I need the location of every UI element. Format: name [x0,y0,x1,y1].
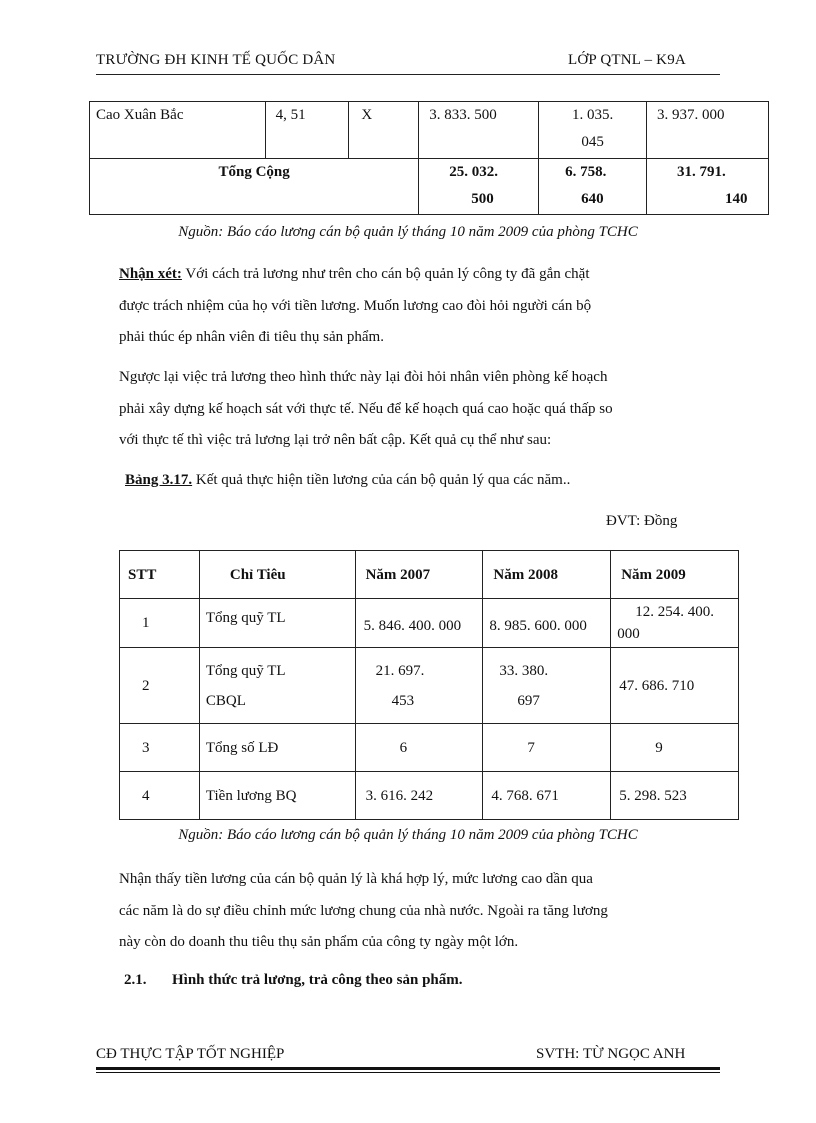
total-value [647,159,769,215]
text-line: Nhận thấy tiền lương của cán bộ quản lý là khá hợp lý, mức lương cao dần qua [119,871,593,887]
cell-line: 045 [581,134,604,150]
header-2007: Năm 2007 [355,551,483,599]
paragraph-2 [119,362,719,457]
source-note: Nguồn: Báo cáo lương cán bộ quản lý tháng 10 năm 2009 của phòng TCHC [178,827,638,843]
section-number: 2.1. [124,972,147,988]
footer-rule-thin [96,1072,720,1073]
section-title: Hình thức trả lương, trả công theo sản phẩm. [172,972,463,988]
cell-line: 21. 697. [375,662,425,679]
cell-line: 453 [391,692,415,709]
comment-label: Nhận xét: [119,266,182,282]
cell-value [539,102,647,159]
check-mark: X [349,102,419,159]
section-heading [124,972,463,989]
text-line: phải thúc ép nhân viên đi tiêu thụ sản phẩm. [119,329,384,345]
table-header-row [120,551,739,599]
footer-rule-thick [96,1067,720,1070]
text-line: các năm là do sự điều chỉnh mức lương chung của nhà nước. Ngoài ra tăng lương [119,902,608,919]
text-line: Với cách trả lương như trên cho cán bộ quản lý công ty đã gắn chặt [185,266,590,282]
header-2008: Năm 2008 [483,551,611,599]
cell-line: 6. 758. [565,164,607,180]
cell-line: Tổng quỹ TL [205,662,286,679]
row-stt: 2 [120,648,200,724]
salary-table-continued [89,101,769,215]
table-row [120,599,739,648]
text-line: được trách nhiệm của họ với tiền lương. Muốn lương cao đòi hỏi người cán bộ [119,297,592,314]
cell-value: 3. 833. 500 [419,102,539,159]
text-line: với thực tế thì việc trả lương lại trở nên bất cập. Kết quả cụ thể như sau: [119,432,552,448]
cell-value: 3. 937. 000 [647,102,769,159]
cell-line: 1. 035. [571,107,614,123]
salary-results-table [119,550,739,820]
total-value [539,159,647,215]
page-header [96,52,720,72]
table-row [120,772,739,820]
total-row [90,159,769,215]
source-note: Nguồn: Báo cáo lương cán bộ quản lý tháng 10 năm 2009 của phòng TCHC [178,224,638,240]
text-line: phải xây dựng kế hoạch sát với thực tế. Nếu để kế hoạch quá cao hoặc quá thấp so [119,400,613,417]
caption-text: Kết quả thực hiện tiền lương của cán bộ quản lý qua các năm.. [192,472,571,488]
cell-line: 697 [517,692,540,709]
cell-value: 47. 686. 710 [611,648,739,724]
table-caption [125,472,570,489]
cell-value [611,599,739,648]
unit-label: ĐVT: Đồng [606,513,678,529]
cell-value: 7 [483,724,611,772]
comment-paragraph [119,259,719,354]
salary-coefficient: 4, 51 [265,102,349,159]
cell-line: 25. 032. [449,164,499,180]
table-row [120,648,739,724]
header-indicator: Chỉ Tiêu [199,551,355,599]
row-label: Tổng số LĐ [199,724,355,772]
footer-student: SVTH: TỪ NGỌC ANH [536,1046,686,1062]
cell-line: 12. 254. 400. [635,604,714,620]
row-stt: 1 [120,599,200,648]
header-2009: Năm 2009 [611,551,739,599]
total-value [419,159,539,215]
employee-name: Cao Xuân Bắc [90,102,266,159]
cell-line: 000 [617,626,640,642]
cell-value: 5. 846. 400. 000 [355,599,483,648]
header-rule [96,74,720,75]
header-class: LỚP QTNL – K9A [568,52,686,68]
cell-line: 31. 791. [677,164,726,180]
cell-value: 5. 298. 523 [611,772,739,820]
header-school: TRƯỜNG ĐH KINH TẾ QUỐC DÂN [96,52,336,68]
page-footer [96,1046,720,1066]
cell-value: 8. 985. 600. 000 [483,599,611,648]
total-label: Tổng Cộng [90,159,419,215]
caption-label: Bảng 3.17. [125,472,193,488]
cell-value: 9 [611,724,739,772]
row-stt: 4 [120,772,200,820]
cell-value: 6 [355,724,483,772]
row-label [199,648,355,724]
cell-line: 500 [471,191,494,207]
text-line: Ngược lại việc trả lương theo hình thức này lại đòi hỏi nhân viên phòng kế hoạch [119,369,608,385]
cell-line: 640 [581,191,604,207]
header-stt: STT [120,551,200,599]
footer-course: CĐ THỰC TẬP TỐT NGHIỆP [96,1046,285,1062]
cell-line: 33. 380. [499,662,549,679]
cell-value: 3. 616. 242 [355,772,483,820]
row-label: Tổng quỹ TL [199,599,355,648]
table-row [120,724,739,772]
text-line: này còn do doanh thu tiêu thụ sản phẩm của công ty ngày một lớn. [119,934,519,950]
cell-value [483,648,611,724]
cell-line: CBQL [205,692,246,709]
row-label: Tiền lương BQ [199,772,355,820]
paragraph-3 [119,864,719,959]
table-row [90,102,769,159]
cell-value [355,648,483,724]
row-stt: 3 [120,724,200,772]
cell-line: 140 [725,191,748,207]
cell-value: 4. 768. 671 [483,772,611,820]
